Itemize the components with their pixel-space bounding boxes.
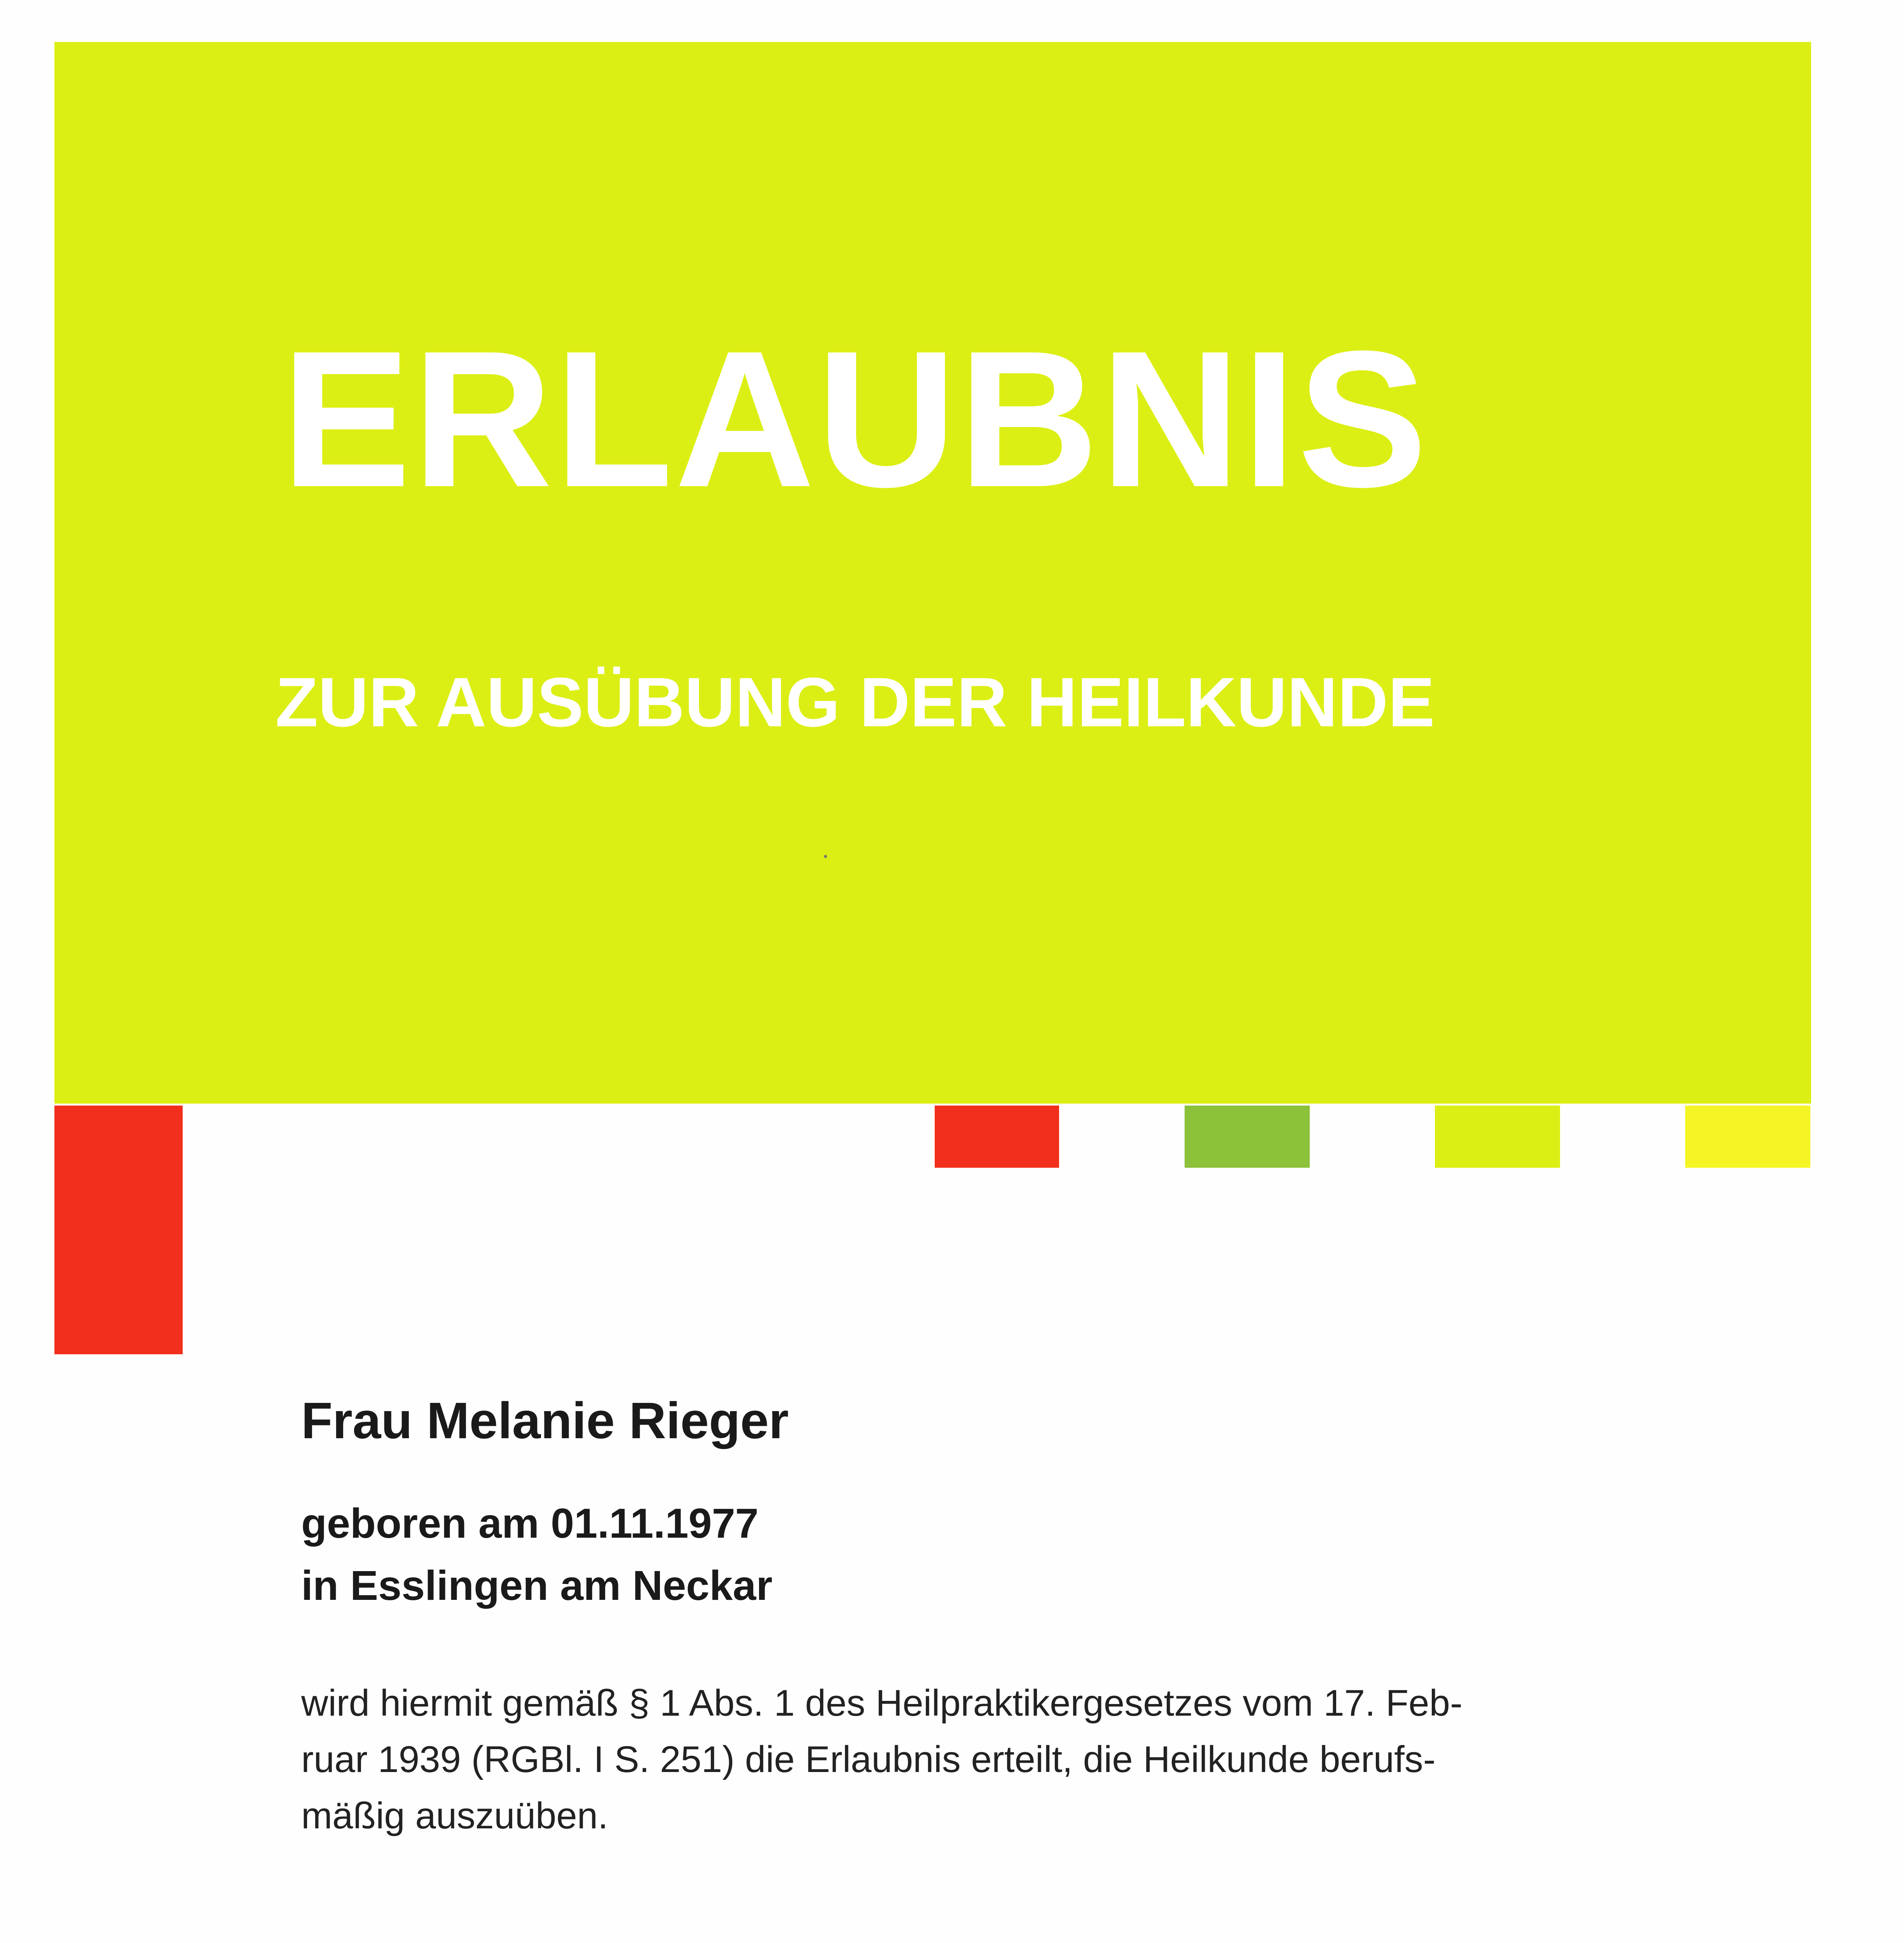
- recipient-name: Frau Melanie Rieger: [301, 1392, 789, 1449]
- document-title: ERLAUBNIS: [281, 310, 1429, 527]
- decor-square-red: [935, 1106, 1059, 1168]
- decor-square-yellow: [1685, 1106, 1810, 1168]
- permission-text: [301, 1675, 1545, 1844]
- decor-square-lime: [1435, 1106, 1560, 1168]
- scan-speck: [824, 855, 827, 858]
- decor-square-red-tall: [54, 1106, 183, 1354]
- decor-square-green: [1185, 1106, 1310, 1168]
- birth-date-line: geboren am 01.11.1977: [301, 1500, 759, 1547]
- birth-place-line: in Esslingen am Neckar: [301, 1562, 773, 1609]
- document-subtitle: ZUR AUSÜBUNG DER HEILKUNDE: [275, 663, 1435, 741]
- permission-text-line: mäßig auszuüben.: [301, 1795, 608, 1837]
- header-banner: [54, 42, 1811, 1104]
- permission-text-line: wird hiermit gemäß § 1 Abs. 1 des Heilpraktikergesetzes vom 17. Feb-: [301, 1682, 1462, 1724]
- permission-text-line: ruar 1939 (RGBl. I S. 251) die Erlaubnis erteilt, die Heilkunde berufs-: [301, 1739, 1436, 1780]
- recipient-birth-info: [301, 1492, 773, 1617]
